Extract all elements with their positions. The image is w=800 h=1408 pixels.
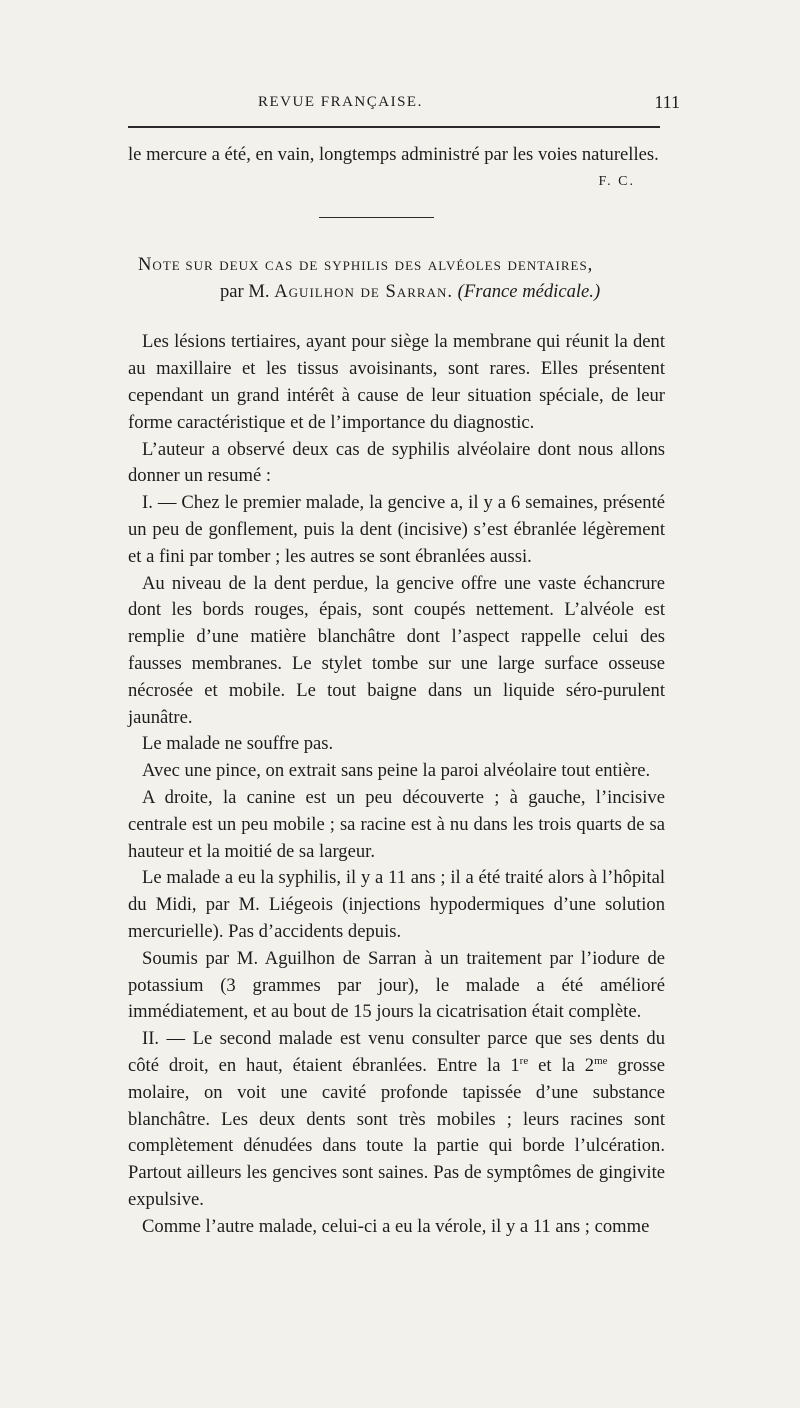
- paragraph-11: Comme l’autre malade, celui-ci a eu la vérole, il y a 11 ans ; comme: [142, 1215, 650, 1237]
- title-note-word: Note: [138, 253, 181, 275]
- paragraph-10-part-b: et la 2: [528, 1054, 595, 1076]
- running-title: REVUE FRANÇAISE.: [258, 94, 423, 110]
- paragraph-1: Les lésions tertiaires, ayant pour siège la membrane qui réunit la dent au maxillaire et les tissus avoisinants, sont rares. Elles présentent cependant un grand intérêt à cause de leur situation spéciale, de leur forme caractéristique et de l’importance du diagnostic.: [128, 331, 665, 433]
- paragraph-4: Au niveau de la dent perdue, la gencive offre une vaste échancrure dont les bords rouges, épais, sont coupés nettement. L’alvéole est remplie d’une matière blanchâtre dont l’aspect rappelle celui des fausses membranes. Le stylet tombe sur une large surface osseuse nécrosée et mobile. Le tout baigne dans un liquide séro-purulent jaunâtre.: [128, 572, 665, 728]
- carryover-paragraph: [128, 142, 665, 189]
- section-separator: [319, 217, 434, 218]
- title-author: Aguilhon de Sarran.: [274, 280, 453, 302]
- paragraph-6: Avec une pince, on extrait sans peine la paroi alvéolaire tout entière.: [142, 760, 651, 782]
- header-rule: [128, 126, 660, 128]
- paragraph-9: Soumis par M. Aguilhon de Sarran à un traitement par l’iodure de potassium (3 grammes par jour), le malade a été amélioré immédiatement, et au bout de 15 jours la cicatrisation était complète.: [128, 947, 665, 1023]
- text-block: [128, 142, 665, 1240]
- paragraph-10-part-a: II. — Le second malade est venu consulter parce que ses dents du côté droit, en haut, étaient ébranlées. Entre la 1: [128, 1028, 665, 1076]
- page-number: 111: [654, 92, 680, 112]
- paragraph-5: Le malade ne souffre pas.: [142, 733, 334, 755]
- title-source: (France médicale.): [457, 280, 601, 302]
- paragraph-2: L’auteur a observé deux cas de syphilis alvéolaire dont nous allons donner un resumé :: [128, 438, 665, 487]
- paragraph-3: I. — Chez le premier malade, la gencive a, il y a 6 semaines, présenté un peu de gonflement, puis la dent (incisive) s’est ébranlée légèrement et a fini par tomber ; les autres se sont ébranlées aussi.: [128, 492, 665, 567]
- paragraph-8: Le malade a eu la syphilis, il y a 11 ans ; il a été traité alors à l’hôpital du Midi, par M. Liégeois (injections hypodermiques d’une solution mercurielle). Pas d’accidents depuis.: [128, 867, 665, 942]
- article-title: [128, 252, 665, 306]
- carryover-text: le mercure a été, en vain, longtemps administré par les voies naturelles.: [128, 144, 659, 165]
- running-head: [128, 94, 680, 118]
- title-gap: [128, 305, 665, 329]
- title-subject: sur deux cas de syphilis des alvéoles dentaires,: [185, 253, 594, 275]
- superscript-re: re: [519, 1054, 529, 1067]
- title-author-line: [138, 279, 665, 306]
- paragraph-10: [128, 1026, 665, 1214]
- paragraph-7: A droite, la canine est un peu découverte ; à gauche, l’incisive centrale est un peu mobile ; sa racine est à nu dans les trois quarts de sa hauteur et la moitié de sa largeur.: [128, 786, 665, 862]
- paragraph-10-part-c: grosse molaire, on voit une cavité profonde tapissée d’une substance blanchâtre. Les deux dents sont très mobiles ; leurs racines sont complètement dénudées dans toute la partie qui borde l’ulcération. Partout ailleurs les gencives sont saines. Pas de symptômes de gingivite expulsive.: [128, 1054, 665, 1210]
- title-par: par M.: [220, 280, 270, 302]
- signature: F. C.: [598, 173, 635, 189]
- superscript-me: me: [594, 1054, 608, 1067]
